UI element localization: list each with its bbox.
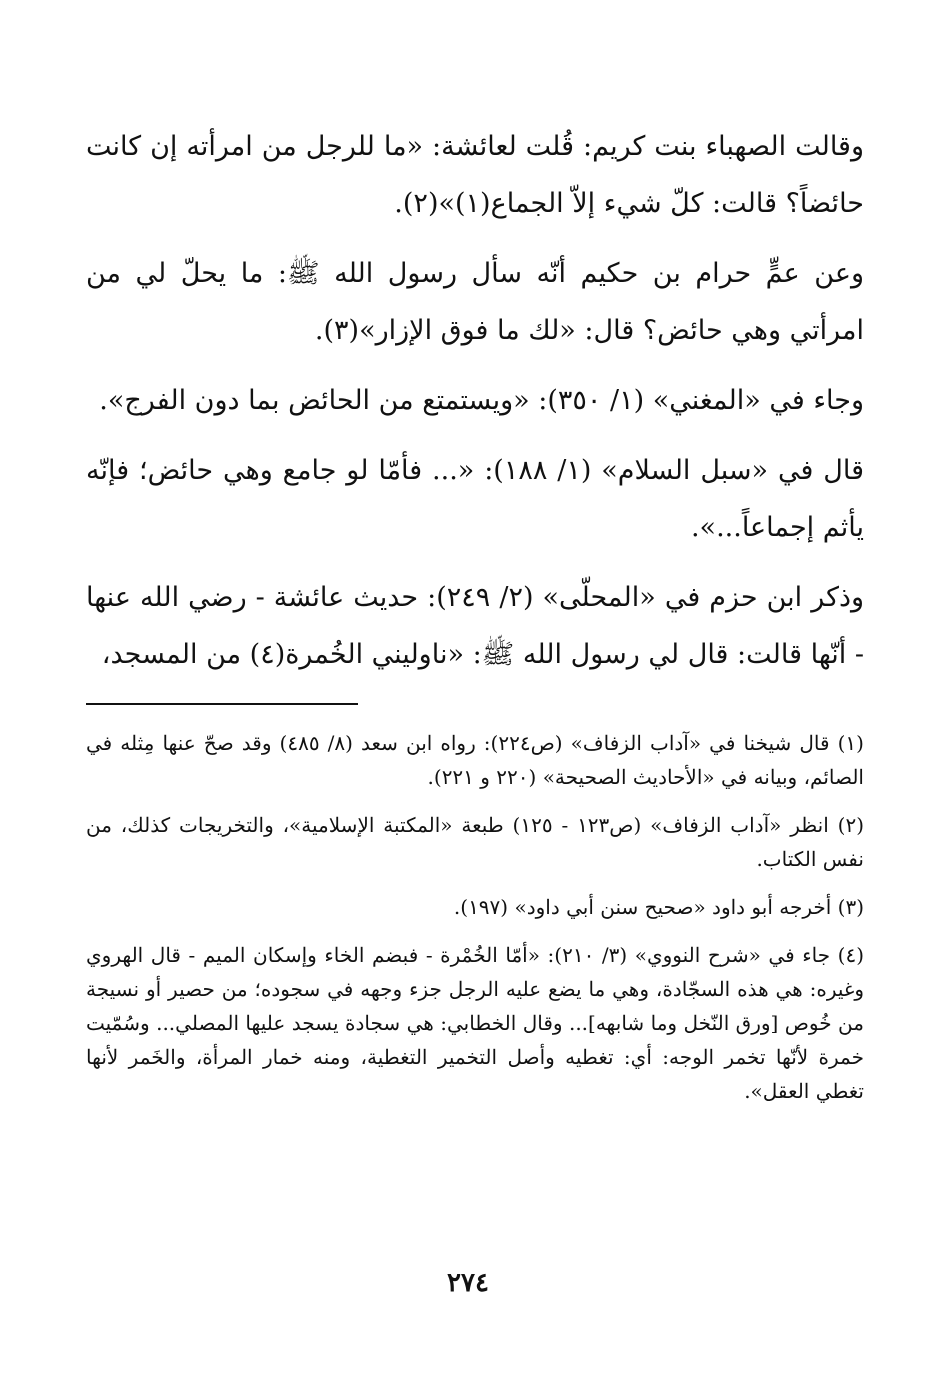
page-number: ٢٧٤: [447, 1268, 489, 1298]
paragraph-al-muhalla: وذكر ابن حزم في «المحلّى» (٢/ ٢٤٩): حديث عائشة - رضي الله عنها - أنّها قالت: قال لي رسول الله ﷺ: «ناوليني الخُمرة(٤) من المسجد،: [86, 582, 865, 670]
main-text: [86, 118, 864, 696]
paragraph-saheba: وقالت الصهباء بنت كريم: قُلت لعائشة: «ما للرجل من امرأته إن كانت حائضاً؟ قالت: كلّ شيء إلاّ الجماع(١)»(٢).: [86, 131, 864, 219]
footnote-4: (٤) جاء في «شرح النووي» (٣/ ٢١٠): «أمّا الخُمْرة - فبضم الخاء وإسكان الميم - قال الهروي وغيره: هي هذه السجّادة، وهي ما يضع عليه الرجل جزء وجهه في سجوده؛ من حصير أو نسيجة من خُوص [ورق النّخل وما شابهه]... وقال الخطابي: هي سجادة يسجد عليها المصلي... وسُمّيت خمرة لأنّها تخمر الوجه: أي: تغطيه وأصل التخمير التغطية، ومنه خمار المرأة، والخَمر لأنها تغطي العقل».: [86, 943, 864, 1103]
footnote-1: (١) قال شيخنا في «آداب الزفاف» (ص٢٢٤): رواه ابن سعد (٨/ ٤٨٥) وقد صحّ عنها مِثله في الصائم، وبيانه في «الأحاديث الصحيحة» (٢٢٠ و ٢٢١).: [86, 731, 864, 789]
footnotes: [86, 726, 864, 1122]
footnote-3: (٣) أخرجه أبو داود «صحيح سنن أبي داود» (١٩٧).: [453, 895, 864, 919]
footnote-2: (٢) انظر «آداب الزفاف» (ص١٢٣ - ١٢٥) طبعة «المكتبة الإسلامية»، والتخريجات كذلك، من نفس الكتاب.: [86, 813, 864, 871]
paragraph-subul-al-salam: قال في «سبل السلام» (١/ ١٨٨): «... فأمّا لو جامع وهي حائض؛ فإنّه يأثم إجماعاً...».: [86, 455, 864, 543]
paragraph-haram-ibn-hakim: وعن عمٍّ حرام بن حكيم أنّه سأل رسول الله ﷺ: ما يحلّ لي من امرأتي وهي حائض؟ قال: «لك ما فوق الإزار»(٣).: [86, 258, 864, 346]
footnote-separator: [86, 703, 358, 705]
paragraph-al-mughni: وجاء في «المغني» (١/ ٣٥٠): «ويستمتع من الحائض بما دون الفرج».: [99, 385, 864, 416]
